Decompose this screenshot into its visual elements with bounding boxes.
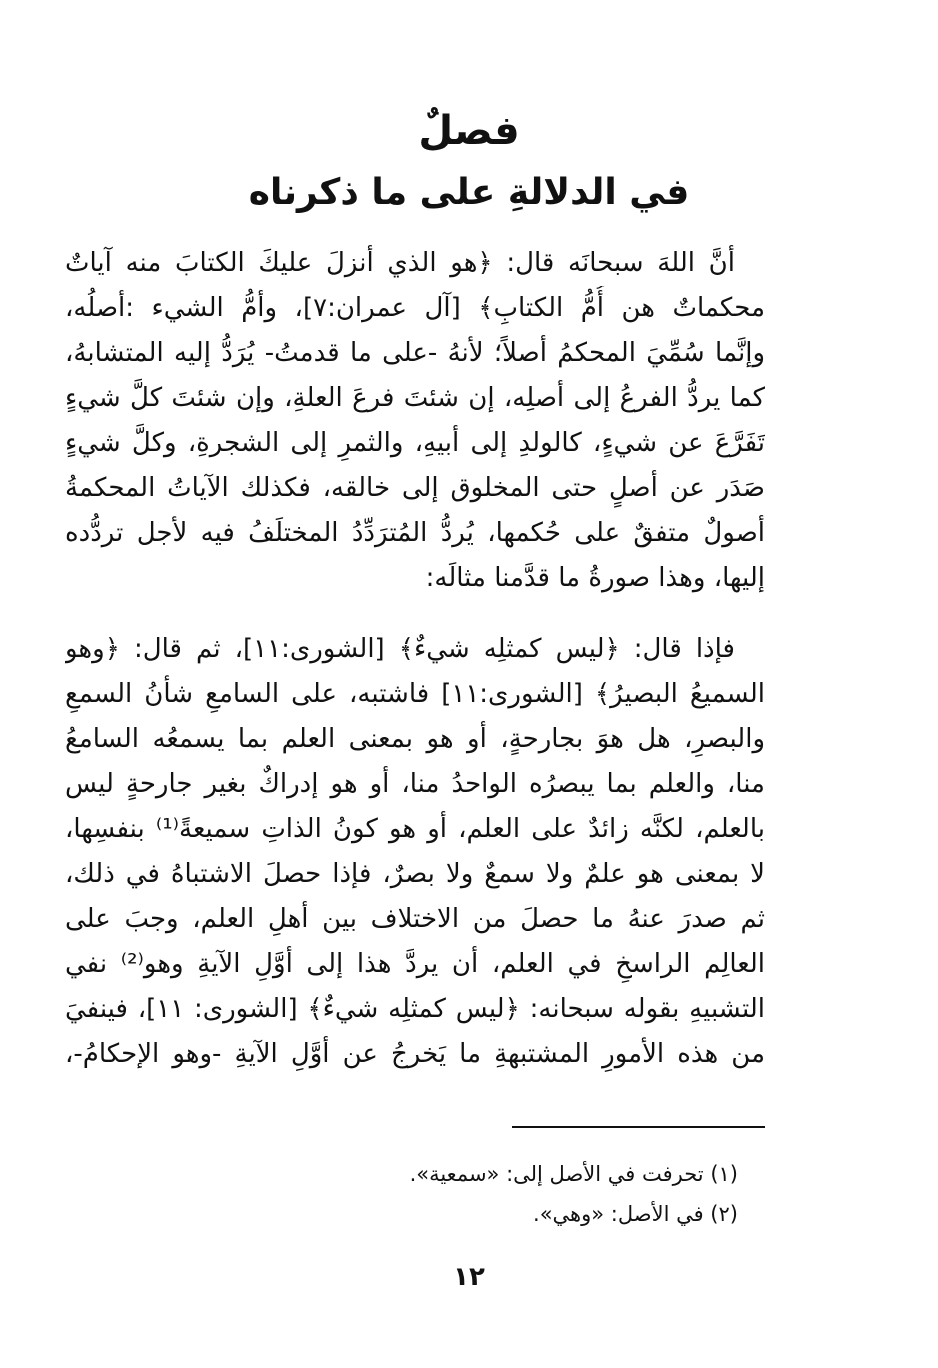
paragraph-1 (65, 241, 765, 601)
text-line: صَدَر عن أصلٍ حتى المخلوق إلى خالقه، فكذلك الآياتُ المحكمةُ (65, 473, 765, 503)
text-line: من هذه الأمورِ المشتبهةِ ما يَخرجُ عن أوَّلِ الآيةِ -وهو الإحكامُ-، (65, 1039, 765, 1069)
page-number: ١٢ (453, 1262, 485, 1292)
text-line: أنَّ اللهَ سبحانَه قال: ﴿هو الذي أنزلَ عليكَ الكتابَ منه آياتٌ (65, 248, 735, 278)
footnotes (218, 1154, 738, 1234)
footnote-1: (١) تحرفت في الأصل إلى: «سمعية». (409, 1162, 738, 1186)
text-line: السميعُ البصيرُ﴾ [الشورى:١١] فاشتبه، على السامعِ شأنُ السمعِ (65, 679, 765, 709)
footnote-2: (٢) في الأصل: «وهي». (533, 1202, 738, 1226)
text-line: والبصرِ، هل هوَ بجارحةٍ، أو هو بمعنى العلم بما يسمعُه السامعُ (65, 724, 765, 754)
text-line: وإنَّما سُمِّيَ المحكمُ أصلاً؛ لأنهُ -على ما قدمتُ- يُرَدُّ إليه المتشابهُ، (65, 338, 765, 368)
text-line: تَفَرَّعَ عن شيءٍ، كالولدِ إلى أبيهِ، والثمرِ إلى الشجرةِ، وكلَّ شيءٍ (65, 428, 765, 458)
text-line: بالعلم، لكنَّه زائدٌ على العلم، أو هو كونُ الذاتِ سميعةً⁽¹⁾ بنفسِها، (65, 814, 765, 844)
paragraph-2 (65, 627, 765, 1077)
text-line: محكماتٌ هن أُمُّ الكتابِ﴾ [آل عمران:٧]، وأمُّ الشيء :أصلُه، (65, 293, 765, 323)
text-line: لا بمعنى هو علمٌ ولا سمعٌ ولا بصرٌ، فإذا حصلَ الاشتباهُ في ذلك، (65, 859, 765, 889)
text-line: كما يردُّ الفرعُ إلى أصلِه، إن شئتَ فرعَ العلةِ، وإن شئتَ كلَّ شيءٍ (65, 383, 765, 413)
text-line: التشبيهِ بقوله سبحانه: ﴿ليس كمثلِه شيءٌ﴾ [الشورى: ١١]، فينفيَ (65, 994, 765, 1024)
text-line: فإذا قال: ﴿ليس كمثلِه شيءٌ﴾ [الشورى:١١]، ثم قال: ﴿وهو (65, 634, 735, 664)
text-line: أصولٌ متفقٌ على حُكمها، يُردُّ المُترَدِّدُ المختلَفُ فيه لأجل تردُّده (65, 518, 765, 548)
text-line: العالِم الراسخِ في العلم، أن يردَّ هذا إلى أوَّلِ الآيةِ وهو⁽²⁾ نفي (65, 949, 765, 979)
text-line: منا، والعلم بما يبصرُه الواحدُ منا، أو هو إدراكٌ بغير جارحةٍ ليس (65, 769, 765, 799)
text-line: إليها، وهذا صورةُ ما قدَّمنا مثالَه: (425, 563, 765, 593)
footnote-divider (512, 1126, 765, 1128)
section-heading: فصلٌ (418, 108, 520, 154)
text-line: ثم صدرَ عنهُ ما حصلَ من الاختلاف بين أهلِ العلم، وجبَ على (65, 904, 765, 934)
section-title: في الدلالةِ على ما ذكرناه (248, 172, 690, 213)
